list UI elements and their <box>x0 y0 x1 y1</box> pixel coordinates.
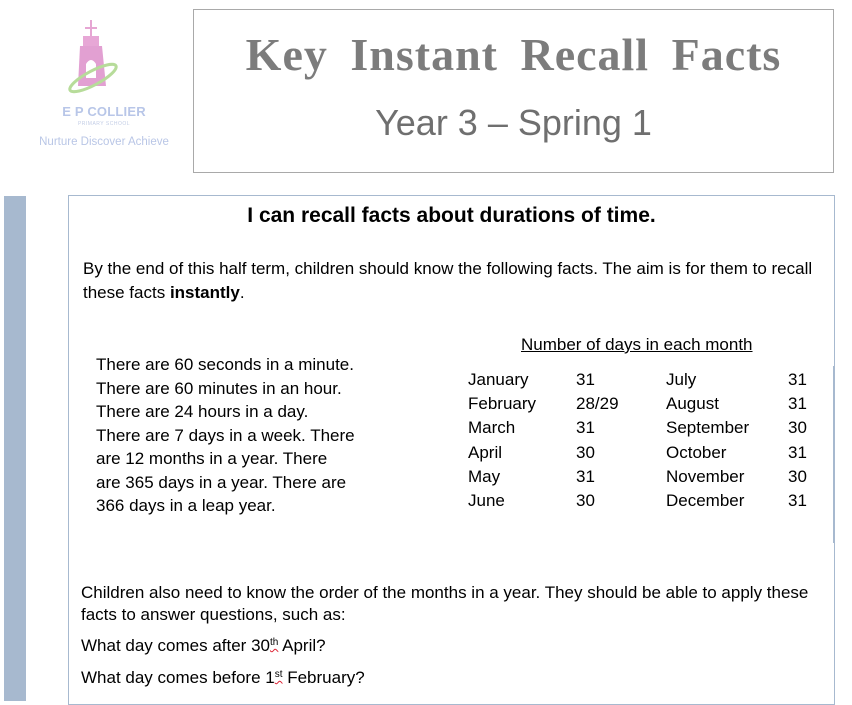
question-text-end: February? <box>282 668 365 687</box>
learning-objective: I can recall facts about durations of time. <box>247 204 656 227</box>
month-name: June <box>468 490 505 510</box>
fact-line: There are 60 seconds in a minute. <box>96 355 354 374</box>
school-type: PRIMARY SCHOOL <box>77 121 131 127</box>
month-name: March <box>468 418 516 438</box>
month-days: 30 <box>788 418 807 438</box>
intro-text: By the end of this half term, children should know the following facts. The aim is for them to recall these facts <box>83 259 813 302</box>
month-name: January <box>468 370 529 389</box>
month-row <box>468 392 828 416</box>
month-days: 31 <box>576 370 595 389</box>
header-box <box>193 9 834 173</box>
month-name: July <box>666 370 697 389</box>
months-heading: Number of days in each month <box>521 335 753 354</box>
month-days: 30 <box>788 466 807 486</box>
content-panel <box>68 195 835 705</box>
school-logo <box>14 18 174 158</box>
page-subtitle: Year 3 – Spring 1 <box>375 102 652 143</box>
question-text-end: April? <box>278 636 326 655</box>
school-motto: Nurture Discover Achieve <box>39 136 169 148</box>
month-name: April <box>468 442 503 462</box>
month-days: 31 <box>788 442 807 462</box>
intro-emphasis: instantly <box>169 283 240 302</box>
month-days: 30 <box>576 442 595 462</box>
month-name: November <box>666 466 745 486</box>
fact-line: 366 days in a leap year. <box>96 496 276 515</box>
month-name: May <box>468 466 501 486</box>
month-days: 31 <box>788 490 807 510</box>
fact-line: There are 7 days in a week. There <box>96 425 355 445</box>
intro-paragraph <box>83 257 823 305</box>
fact-line: are 12 months in a year. There <box>96 449 328 468</box>
fact-line: There are 24 hours in a day. <box>96 402 309 421</box>
example-question <box>81 668 365 688</box>
month-days: 31 <box>576 466 595 486</box>
month-name: August <box>666 394 719 414</box>
school-crest-icon <box>66 18 126 102</box>
fact-line: There are 60 minutes in an hour. <box>96 378 342 398</box>
month-days: 31 <box>788 394 807 414</box>
time-facts-list <box>96 353 386 518</box>
month-name: December <box>666 490 745 510</box>
ordinal-suffix: st <box>274 669 283 680</box>
question-text: What day comes before 1 <box>81 668 275 687</box>
right-divider <box>833 366 835 543</box>
question-text: What day comes after 30 <box>81 636 270 655</box>
months-table <box>468 368 828 513</box>
month-days: 28/29 <box>576 394 619 414</box>
intro-end: . <box>239 283 245 302</box>
month-days: 30 <box>576 490 595 510</box>
month-name: September <box>666 418 750 438</box>
school-name: E P COLLIER <box>62 104 146 119</box>
month-row <box>468 368 828 392</box>
month-row <box>468 489 828 513</box>
month-row <box>468 441 828 465</box>
left-accent-bar <box>4 196 26 701</box>
month-days: 31 <box>576 418 595 438</box>
month-name: October <box>666 442 727 462</box>
month-row <box>468 416 828 440</box>
months-order-paragraph: Children also need to know the order of the months in a year. They should be able to apply these facts to answer questions, such as: <box>81 583 809 624</box>
month-name: February <box>468 394 537 414</box>
ordinal-suffix: th <box>269 637 279 648</box>
fact-line: are 365 days in a year. There are <box>96 472 347 492</box>
page-title: Key Instant Recall Facts <box>245 29 782 80</box>
example-question <box>81 636 326 656</box>
month-row <box>468 465 828 489</box>
month-days: 31 <box>788 370 807 389</box>
